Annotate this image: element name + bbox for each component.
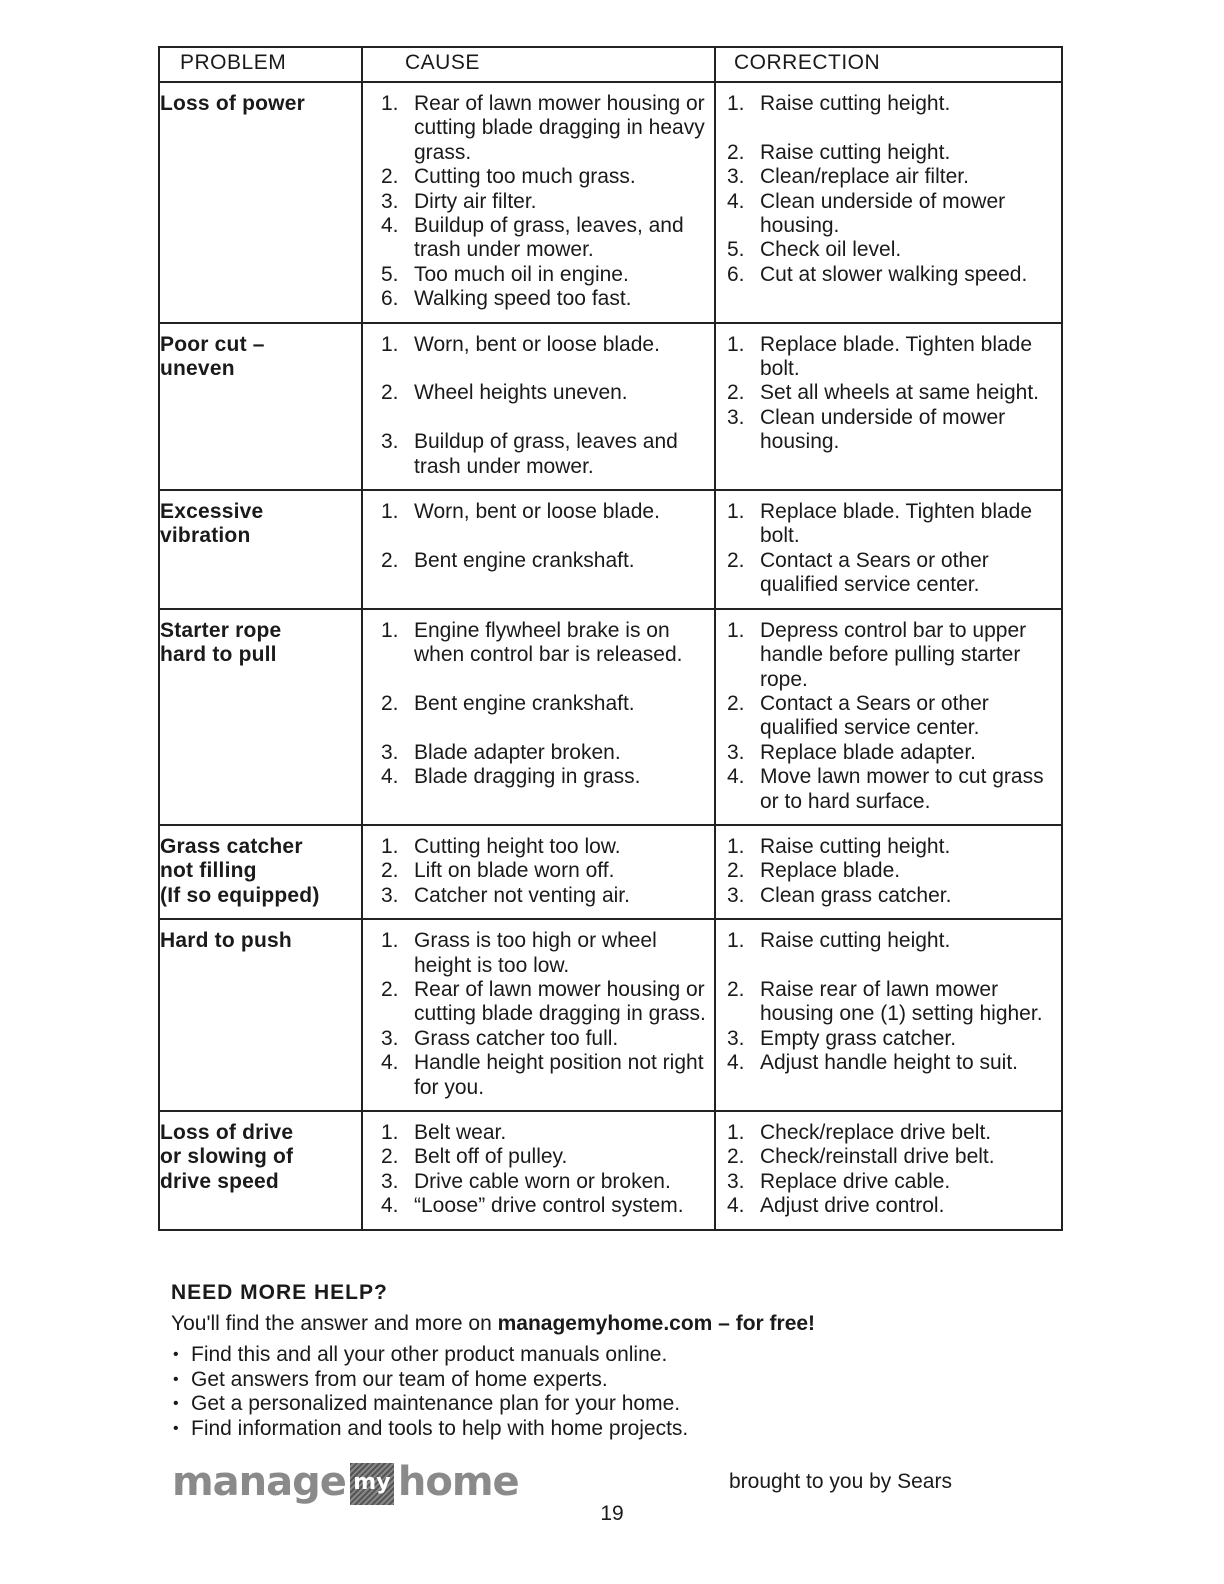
cause-list: [363, 333, 714, 479]
correction-item: [716, 929, 1061, 953]
correction-item: [716, 263, 1061, 287]
cause-list: [363, 1121, 714, 1219]
item-number: 2.: [381, 381, 399, 405]
cause-item: [363, 859, 714, 883]
header-cause: CAUSE: [362, 47, 715, 82]
item-text: Replace drive cable.: [760, 1169, 951, 1193]
item-text: Adjust drive control.: [760, 1194, 945, 1218]
item-number: 1.: [381, 92, 399, 115]
item-text: Contact a Sears or other qualified service center.: [760, 548, 989, 597]
correction-item: [716, 1027, 1061, 1051]
problem-label: hard to pull: [160, 643, 277, 667]
item-text: Cutting height too low.: [414, 834, 621, 858]
item-number: 2.: [727, 381, 745, 405]
problem-label: or slowing of: [160, 1145, 294, 1169]
item-text: Clean grass catcher.: [760, 883, 952, 907]
correction-item: [716, 884, 1061, 908]
help-bullet: • Get answers from our team of home experts.: [171, 1368, 1051, 1393]
item-number: 1.: [727, 618, 745, 642]
cause-item: [363, 1121, 714, 1145]
item-number: 5.: [381, 262, 399, 286]
correction-cell: [715, 1111, 1062, 1230]
logo-house-icon: my: [350, 1463, 394, 1505]
cause-item: [363, 190, 714, 214]
item-number: 1.: [381, 1121, 399, 1144]
item-text: Replace blade.: [760, 859, 901, 883]
cause-cell: [362, 323, 715, 490]
correction-item: [716, 381, 1061, 405]
item-number: 1.: [727, 332, 745, 356]
correction-list: [716, 500, 1061, 598]
item-text: Set all wheels at same height.: [760, 381, 1039, 405]
cause-item: [363, 500, 714, 524]
item-number: 3.: [381, 1026, 399, 1050]
logo-word-manage: manage: [172, 1459, 346, 1505]
correction-item: [716, 333, 1061, 382]
problem-cell: [159, 1111, 362, 1230]
item-number: 3.: [727, 1026, 745, 1050]
item-text: Belt wear.: [414, 1121, 507, 1144]
correction-item: [716, 765, 1061, 814]
item-number: 6.: [727, 262, 745, 286]
cause-item: [363, 1170, 714, 1194]
item-text: Cut at slower walking speed.: [760, 262, 1028, 286]
item-number: 4.: [381, 1051, 399, 1075]
correction-cell: [715, 323, 1062, 490]
table-row: [159, 609, 1062, 825]
item-text: Check oil level.: [760, 238, 902, 262]
item-number: 4.: [381, 214, 399, 238]
correction-item: [716, 238, 1061, 262]
cause-cell: [362, 919, 715, 1111]
item-number: 3.: [381, 189, 399, 213]
item-number: 1.: [727, 834, 745, 858]
problem-label: Loss of power: [160, 92, 305, 115]
item-text: Empty grass catcher.: [760, 1026, 957, 1050]
item-text: Buildup of grass, leaves and trash under mower.: [414, 430, 678, 478]
item-text: Grass is too high or wheel height is too low.: [414, 929, 657, 977]
item-number: 2.: [727, 548, 745, 572]
troubleshooting-table: [158, 46, 1063, 1231]
item-text: Buildup of grass, leaves, and trash under mower.: [414, 214, 684, 262]
correction-item: [716, 859, 1061, 883]
item-text: Raise rear of lawn mower housing one (1) setting higher.: [760, 977, 1043, 1026]
item-text: Grass catcher too full.: [414, 1026, 619, 1050]
item-text: “Loose” drive control system.: [414, 1194, 684, 1218]
item-text: Lift on blade worn off.: [414, 859, 615, 883]
correction-item: [716, 1051, 1061, 1075]
item-number: 5.: [727, 238, 745, 262]
item-number: 2.: [381, 691, 399, 715]
item-number: 3.: [381, 883, 399, 907]
item-number: 2.: [381, 165, 399, 189]
correction-cell: [715, 919, 1062, 1111]
item-text: Clean underside of mower housing.: [760, 189, 1006, 238]
item-text: Check/reinstall drive belt.: [760, 1145, 995, 1169]
item-number: 4.: [381, 1194, 399, 1218]
table-row: [159, 82, 1062, 323]
correction-item: [716, 1194, 1061, 1218]
item-text: Rear of lawn mower housing or cutting blade dragging in grass.: [414, 977, 706, 1026]
problem-label: Excessive: [160, 500, 264, 524]
item-number: 4.: [727, 189, 745, 213]
table-row: [159, 323, 1062, 490]
item-text: Clean underside of mower housing.: [760, 405, 1006, 454]
item-text: Bent engine crankshaft.: [414, 548, 635, 572]
item-number: 1.: [381, 500, 399, 524]
correction-item: [716, 190, 1061, 239]
item-text: Handle height position not right for you.: [414, 1051, 704, 1099]
item-text: Contact a Sears or other qualified service center.: [760, 691, 989, 740]
correction-list: [716, 929, 1061, 1075]
item-text: Walking speed too fast.: [414, 287, 632, 311]
page-number: 19: [600, 1502, 624, 1525]
problem-label: uneven: [160, 357, 235, 381]
item-text: Worn, bent or loose blade.: [414, 500, 660, 524]
item-number: 1.: [727, 500, 745, 524]
cause-item: [363, 619, 714, 668]
cause-item: [363, 333, 714, 357]
correction-cell: [715, 609, 1062, 825]
correction-item: [716, 141, 1061, 165]
item-number: 4.: [727, 765, 745, 789]
item-number: 2.: [381, 1145, 399, 1169]
cause-item: [363, 1145, 714, 1169]
problem-label: Poor cut –: [160, 332, 265, 356]
correction-list: [716, 1121, 1061, 1219]
problem-label: Hard to push: [160, 929, 292, 953]
cause-item: [363, 741, 714, 765]
managemyhome-logo: [172, 1457, 519, 1507]
item-text: Blade adapter broken.: [414, 740, 621, 764]
item-text: Worn, bent or loose blade.: [414, 332, 660, 356]
item-text: Cutting too much grass.: [414, 165, 636, 189]
cause-item: [363, 884, 714, 908]
item-text: Clean/replace air filter.: [760, 165, 969, 189]
item-number: 1.: [727, 1121, 745, 1144]
correction-item: [716, 741, 1061, 765]
correction-item: [716, 500, 1061, 549]
correction-item: [716, 619, 1061, 692]
sears-tagline: brought to you by Sears: [729, 1470, 952, 1493]
item-text: Move lawn mower to cut grass or to hard surface.: [760, 765, 1044, 813]
correction-item: [716, 92, 1061, 116]
item-text: Adjust handle height to suit.: [760, 1051, 1019, 1075]
item-text: Raise cutting height.: [760, 834, 951, 858]
item-number: 3.: [381, 430, 399, 454]
cause-item: [363, 835, 714, 859]
cause-cell: [362, 609, 715, 825]
cause-item: [363, 430, 714, 479]
item-text: Belt off of pulley.: [414, 1145, 568, 1169]
cause-list: [363, 500, 714, 573]
help-title: NEED MORE HELP?: [171, 1281, 388, 1304]
correction-list: [716, 619, 1061, 814]
item-number: 3.: [727, 1169, 745, 1193]
cause-cell: [362, 825, 715, 919]
problem-label: Grass catcher: [160, 834, 303, 858]
cause-item: [363, 92, 714, 165]
cause-cell: [362, 490, 715, 609]
help-bullet-list: [171, 1343, 1051, 1441]
item-text: Bent engine crankshaft.: [414, 691, 635, 715]
correction-item: [716, 549, 1061, 598]
item-number: 4.: [727, 1051, 745, 1075]
correction-cell: [715, 490, 1062, 609]
item-text: Wheel heights uneven.: [414, 381, 628, 405]
item-text: Raise cutting height.: [760, 92, 951, 115]
cause-item: [363, 765, 714, 789]
item-number: 4.: [381, 765, 399, 789]
item-number: 3.: [381, 1169, 399, 1193]
item-number: 1.: [381, 332, 399, 356]
cause-item: [363, 214, 714, 263]
item-number: 3.: [381, 740, 399, 764]
cause-list: [363, 92, 714, 312]
cause-item: [363, 978, 714, 1027]
table-row: [159, 919, 1062, 1111]
item-number: 1.: [381, 834, 399, 858]
correction-list: [716, 333, 1061, 455]
item-text: Engine flywheel brake is on when control bar is released.: [414, 618, 683, 667]
table-header-row: [159, 47, 1062, 82]
problem-cell: [159, 490, 362, 609]
cause-item: [363, 263, 714, 287]
item-number: 3.: [727, 405, 745, 429]
logo-word-home: home: [397, 1459, 519, 1505]
correction-cell: [715, 825, 1062, 919]
problem-cell: [159, 609, 362, 825]
item-number: 3.: [727, 883, 745, 907]
help-bullet: • Get a personalized maintenance plan for your home.: [171, 1392, 1051, 1417]
item-text: Too much oil in engine.: [414, 262, 629, 286]
cause-list: [363, 835, 714, 908]
table-row: [159, 490, 1062, 609]
item-number: 1.: [727, 929, 745, 953]
cause-list: [363, 929, 714, 1100]
item-text: Drive cable worn or broken.: [414, 1169, 671, 1193]
item-number: 3.: [727, 165, 745, 189]
item-text: Replace blade adapter.: [760, 740, 976, 764]
need-more-help-section: [171, 1279, 1051, 1441]
problem-label: Loss of drive: [160, 1121, 294, 1144]
item-text: Replace blade. Tighten blade bolt.: [760, 332, 1033, 381]
help-intro-link[interactable]: managemyhome.com – for free!: [497, 1312, 816, 1335]
cause-list: [363, 619, 714, 790]
cause-item: [363, 1027, 714, 1051]
problem-label: drive speed: [160, 1169, 279, 1193]
item-number: 3.: [727, 740, 745, 764]
help-bullet: • Find information and tools to help with home projects.: [171, 1417, 1051, 1442]
cause-item: [363, 929, 714, 978]
item-text: Rear of lawn mower housing or cutting blade dragging in heavy grass.: [414, 92, 705, 164]
help-intro-text: You'll find the answer and more on: [171, 1312, 498, 1335]
item-number: 2.: [381, 977, 399, 1001]
item-number: 2.: [727, 1145, 745, 1169]
correction-item: [716, 978, 1061, 1027]
correction-item: [716, 835, 1061, 859]
correction-item: [716, 406, 1061, 455]
help-bullet: • Find this and all your other product manuals online.: [171, 1343, 1051, 1368]
help-intro: [171, 1311, 1051, 1337]
correction-list: [716, 835, 1061, 908]
item-number: 1.: [727, 92, 745, 115]
item-text: Raise cutting height.: [760, 140, 951, 164]
table-body: [159, 82, 1062, 1230]
problem-label: Starter rope: [160, 618, 282, 642]
correction-item: [716, 1170, 1061, 1194]
table-row: [159, 825, 1062, 919]
item-text: Check/replace drive belt.: [760, 1121, 992, 1144]
problem-label: not filling: [160, 859, 257, 883]
correction-item: [716, 1145, 1061, 1169]
problem-cell: [159, 323, 362, 490]
header-problem: PROBLEM: [159, 47, 362, 82]
problem-cell: [159, 82, 362, 323]
table-row: [159, 1111, 1062, 1230]
cause-cell: [362, 82, 715, 323]
item-number: 2.: [381, 859, 399, 883]
correction-list: [716, 92, 1061, 287]
correction-item: [716, 165, 1061, 189]
item-number: 1.: [381, 929, 399, 953]
item-number: 1.: [381, 618, 399, 642]
item-text: Catcher not venting air.: [414, 883, 630, 907]
cause-item: [363, 165, 714, 189]
cause-item: [363, 692, 714, 716]
item-number: 2.: [381, 548, 399, 572]
item-text: Raise cutting height.: [760, 929, 951, 953]
item-text: Depress control bar to upper handle before pulling starter rope.: [760, 618, 1027, 691]
problem-label: vibration: [160, 524, 251, 548]
problem-label: (If so equipped): [160, 883, 320, 907]
cause-item: [363, 381, 714, 405]
cause-item: [363, 1194, 714, 1218]
item-number: 2.: [727, 140, 745, 164]
correction-item: [716, 692, 1061, 741]
cause-item: [363, 287, 714, 311]
cause-item: [363, 1051, 714, 1100]
cause-cell: [362, 1111, 715, 1230]
item-number: 4.: [727, 1194, 745, 1218]
problem-cell: [159, 825, 362, 919]
item-text: Replace blade. Tighten blade bolt.: [760, 500, 1033, 548]
item-number: 2.: [727, 977, 745, 1001]
item-text: Blade dragging in grass.: [414, 765, 641, 789]
correction-cell: [715, 82, 1062, 323]
problem-cell: [159, 919, 362, 1111]
header-correction: CORRECTION: [715, 47, 1062, 82]
cause-item: [363, 549, 714, 573]
item-number: 2.: [727, 691, 745, 715]
correction-item: [716, 1121, 1061, 1145]
item-number: 2.: [727, 859, 745, 883]
item-text: Dirty air filter.: [414, 189, 537, 213]
item-number: 6.: [381, 287, 399, 311]
